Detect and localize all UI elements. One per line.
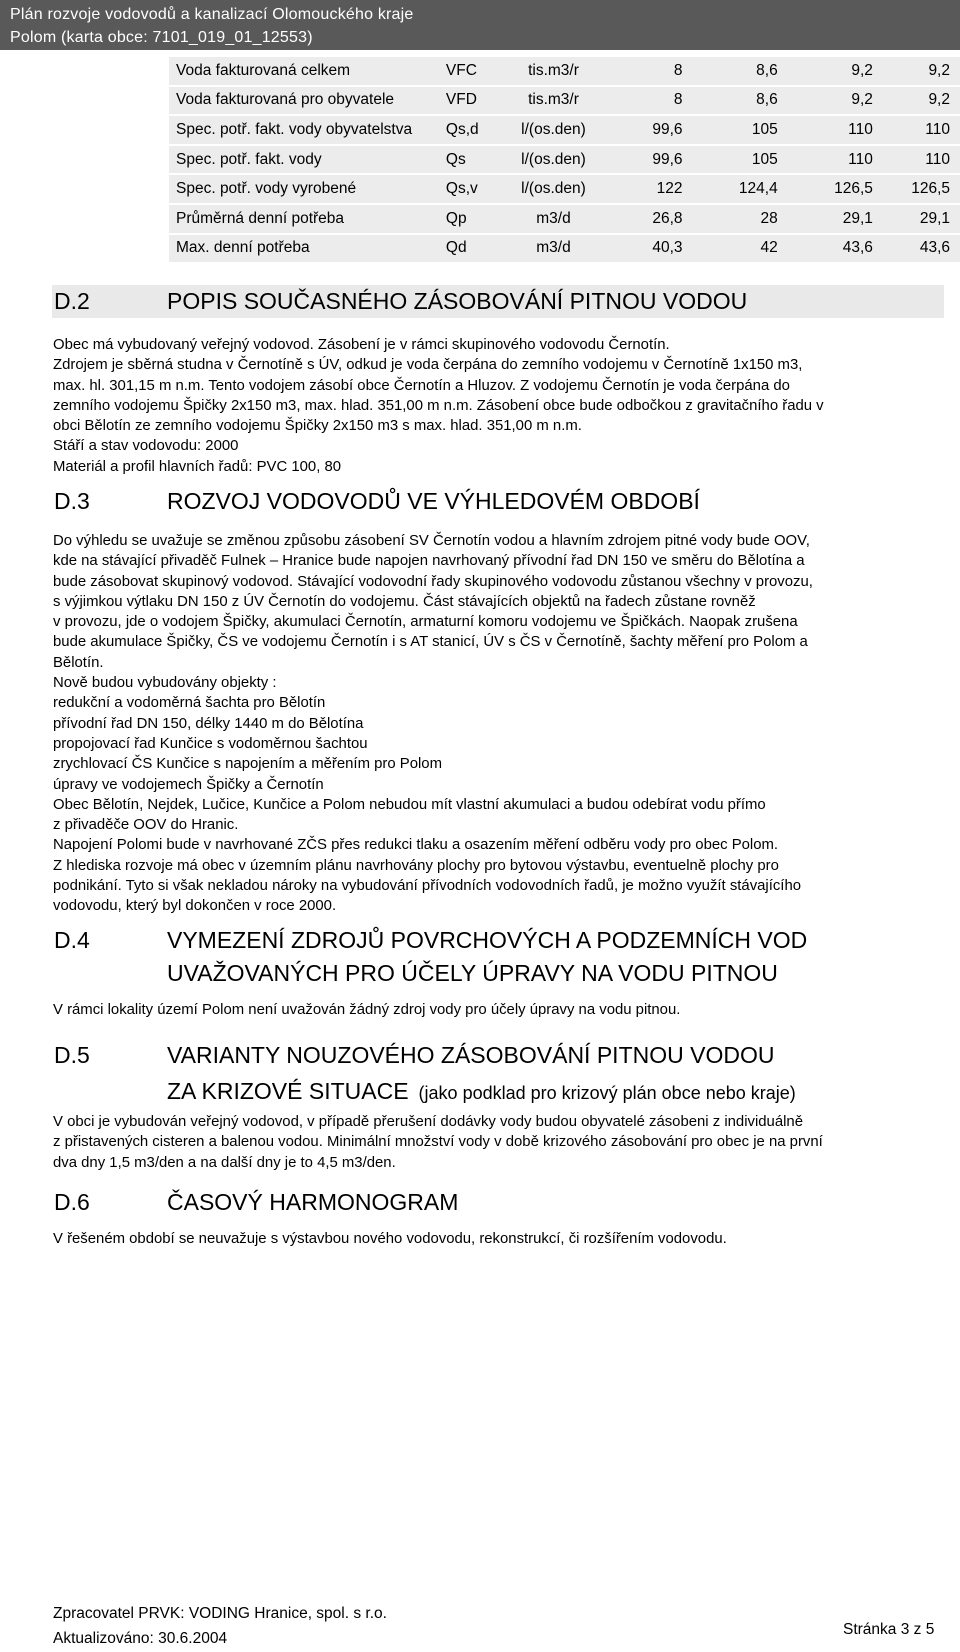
section-d5-text: V obci je vybudován veřejný vodovod, v případě přerušení dodávky vody budou obyvatelé zásobeni z individuálně z přistavených cisteren a balenou vodou. Minimální množství vody v době krizového zásobování pro obec je na první dva dny 1,5 m3/den a na další dny je to 4,5 m3/den. [53, 1114, 823, 1171]
value-cell: 124,4 [693, 175, 788, 203]
param-symbol-cell: Qp [446, 205, 509, 233]
section-d2-heading [52, 285, 944, 318]
section-title-note: (jako podklad pro krizový plán obce nebo kraje) [418, 1083, 796, 1103]
param-symbol-cell: Qs [446, 146, 509, 174]
value-cell: 126,5 [883, 175, 960, 203]
value-cell: 9,2 [788, 57, 883, 85]
param-symbol-cell: Qd [446, 235, 509, 263]
value-cell: 122 [598, 175, 692, 203]
section-d2-text: Obec má vybudovaný veřejný vodovod. Zásobení je v rámci skupinového vodovodu Černotín. Zdrojem je sběrná studna v Černotíně s ÚV, odkud je voda čerpána do zemního vodojemu v Černotíně 1x150 m3, max. hl. 301,15 m n.m. Tento vodojem zásobí obce Černotín a Hluzov. Z vodojemu Černotín je voda čerpána do zemního vodojemu Špičky 2x150 m3, max. hlad. 351,00 m n.m. Zásobení obce bude odbočkou z gravitačního řadu v obci Bělotín ze zemního vodojemu Špičky 2x150 m3 s max. hlad. 351,00 m n.m. Stáří a stav vodovodu: 2000 Materiál a profil hlavních řadů: PVC 100, 80 [53, 337, 824, 475]
value-cell: 28 [693, 205, 788, 233]
param-unit-cell: m3/d [509, 235, 598, 263]
section-title-line2: UVAŽOVANÝCH PRO ÚČELY ÚPRAVY NA VODU PITNOU [167, 960, 778, 986]
param-unit-cell: l/(os.den) [509, 116, 598, 144]
param-symbol-cell: VFC [446, 57, 509, 85]
value-cell: 8,6 [693, 87, 788, 115]
value-cell: 110 [788, 116, 883, 144]
param-unit-cell: l/(os.den) [509, 146, 598, 174]
value-cell: 99,6 [598, 116, 692, 144]
value-cell: 8 [598, 57, 692, 85]
section-number: D.3 [54, 488, 90, 514]
value-cell: 105 [693, 116, 788, 144]
section-d4-heading [52, 923, 944, 993]
section-d3-heading [52, 485, 944, 518]
section-number: D.2 [54, 288, 90, 314]
param-unit-cell: m3/d [509, 205, 598, 233]
water-demand-table [169, 55, 960, 264]
table-row [169, 57, 960, 85]
section-title: POPIS SOUČASNÉHO ZÁSOBOVÁNÍ PITNOU VODOU [167, 288, 748, 314]
section-d3-text: Do výhledu se uvažuje se změnou způsobu zásobení SV Černotín vodou a hlavním zdrojem pitné vody bude OOV, kde na stávající přivaděč Fulnek – Hranice bude napojen navrhovaný přívodní řad DN 150 ve směru do Bělotína a bude zásobovat skupinový vodovod. Stávající vodovodní řady skupinového vodovodu zůstanou všechny v provozu, s výjimkou výtlaku DN 150 z ÚV Černotín do vodojemu. Část stávajících objektů na řadech zůstane rovněž v provozu, jde o vodojem Špičky, akumulaci Černotín, armaturní komoru vodojemu ve Špičkách. Naopak zrušena bude akumulace Špičky, ČS ve vodojemu Černotín i s AT stanicí, ÚV s ČS v Černotíně, šachty měření pro Polom a Bělotín. Nově budou vybudovány objekty : redukční a vodoměrná šachta pro Bělotín přívodní řad DN 150, délky 1440 m do Bělotína propojovací řad Kunčice s vodoměrnou šachtou zrychlovací ČS Kunčice s napojením a měřením pro Polom úpravy ve vodojemech Špičky a Černotín Obec Bělotín, Nejdek, Lučice, Kunčice a Polom nebudou mít vlastní akumulaci a budou odebírat vodu přímo z přivaděče OOV do Hranic. Napojení Polomi bude v navrhované ZČS přes redukci tlaku a osazením měření odběru vody pro obec Polom. Z hlediska rozvoje má obec v územním plánu navrhovány plochy pro bytovou výstavbu, eventuelně plochy pro podnikání. Tyto si však nekladou nároky na vybudování přívodních vodovodních řadů, je možno využít stávajícího vodovodu, který byl dokončen v roce 2000. [53, 533, 813, 915]
footer-updated: Aktualizováno: 30.6.2004 [53, 1630, 228, 1647]
table-row [169, 205, 960, 233]
param-name-cell: Voda fakturovaná celkem [169, 57, 446, 85]
param-name-cell: Spec. potř. fakt. vody [169, 146, 446, 174]
section-title-line2: ZA KRIZOVÉ SITUACE [167, 1078, 409, 1104]
section-d6-text: V řešeném období se neuvažuje s výstavbou nového vodovodu, rekonstrukcí, či rozšířením vodovodu. [53, 1231, 727, 1247]
value-cell: 43,6 [788, 235, 883, 263]
value-cell: 110 [883, 116, 960, 144]
section-title: ROZVOJ VODOVODŮ VE VÝHLEDOVÉM OBDOBÍ [167, 488, 700, 514]
header-title: Plán rozvoje vodovodů a kanalizací Olomouckého kraje [10, 6, 414, 23]
header-subtitle: Polom (karta obce: 7101_019_01_12553) [10, 29, 313, 46]
value-cell: 29,1 [883, 205, 960, 233]
value-cell: 9,2 [883, 57, 960, 85]
table-row [169, 146, 960, 174]
value-cell: 8 [598, 87, 692, 115]
table-row [169, 235, 960, 263]
value-cell: 9,2 [883, 87, 960, 115]
value-cell: 29,1 [788, 205, 883, 233]
value-cell: 8,6 [693, 57, 788, 85]
section-number: D.6 [54, 1189, 90, 1215]
value-cell: 9,2 [788, 87, 883, 115]
param-unit-cell: l/(os.den) [509, 175, 598, 203]
param-unit-cell: tis.m3/r [509, 57, 598, 85]
section-d6-heading [52, 1186, 944, 1219]
param-name-cell: Průměrná denní potřeba [169, 205, 446, 233]
document-header [0, 0, 960, 50]
param-name-cell: Spec. potř. vody vyrobené [169, 175, 446, 203]
table-row [169, 116, 960, 144]
section-number: D.5 [54, 1042, 90, 1068]
param-symbol-cell: VFD [446, 87, 509, 115]
section-title: ČASOVÝ HARMONOGRAM [167, 1189, 459, 1215]
section-title-line2-wrap [167, 1078, 796, 1105]
param-symbol-cell: Qs,v [446, 175, 509, 203]
param-symbol-cell: Qs,d [446, 116, 509, 144]
section-title-line1: VYMEZENÍ ZDROJŮ POVRCHOVÝCH A PODZEMNÍCH VOD [167, 927, 808, 953]
value-cell: 110 [883, 146, 960, 174]
section-number: D.4 [54, 927, 90, 953]
value-cell: 110 [788, 146, 883, 174]
param-unit-cell: tis.m3/r [509, 87, 598, 115]
table-row [169, 87, 960, 115]
value-cell: 126,5 [788, 175, 883, 203]
value-cell: 42 [693, 235, 788, 263]
value-cell: 40,3 [598, 235, 692, 263]
table-row [169, 175, 960, 203]
value-cell: 26,8 [598, 205, 692, 233]
section-d5-heading [52, 1038, 944, 1110]
param-name-cell: Max. denní potřeba [169, 235, 446, 263]
value-cell: 105 [693, 146, 788, 174]
value-cell: 43,6 [883, 235, 960, 263]
section-title-line1: VARIANTY NOUZOVÉHO ZÁSOBOVÁNÍ PITNOU VODOU [167, 1042, 775, 1068]
section-d4-text: V rámci lokality území Polom není uvažován žádný zdroj vody pro účely úpravy na vodu pitnou. [53, 1002, 681, 1018]
footer-page-number: Stránka 3 z 5 [843, 1621, 935, 1638]
param-name-cell: Voda fakturovaná pro obyvatele [169, 87, 446, 115]
value-cell: 99,6 [598, 146, 692, 174]
footer-author: Zpracovatel PRVK: VODING Hranice, spol. s r.o. [53, 1605, 387, 1622]
param-name-cell: Spec. potř. fakt. vody obyvatelstva [169, 116, 446, 144]
